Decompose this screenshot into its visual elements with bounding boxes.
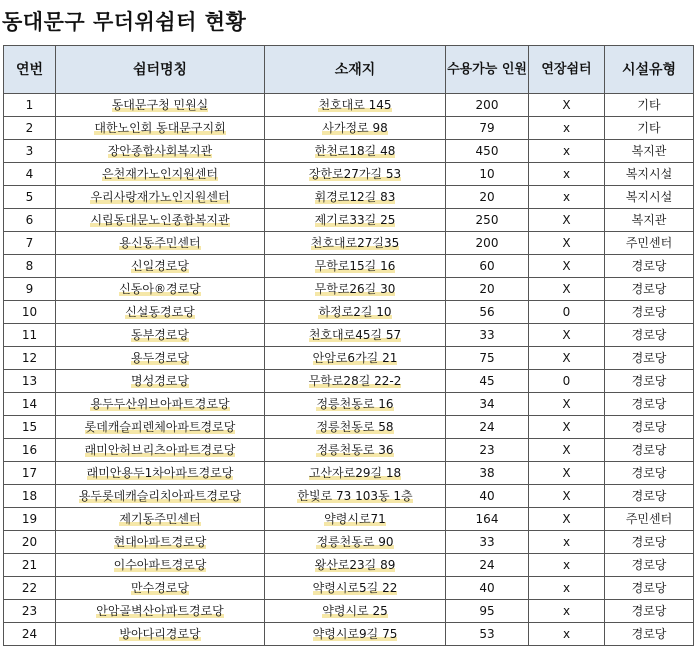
cell-extended: X (529, 94, 605, 117)
cell-extended: x (529, 531, 605, 554)
cell-extended: X (529, 416, 605, 439)
cell-type: 경로당 (605, 462, 694, 485)
cell-capacity: 200 (446, 232, 529, 255)
cell-name (56, 255, 265, 278)
cell-address-text: 정릉천동로 90 (316, 535, 394, 549)
cell-address-text: 하정로2길 10 (318, 305, 392, 319)
cell-name-text: 래미안허브리츠아파트경로당 (84, 443, 236, 457)
cell-extended: 0 (529, 370, 605, 393)
cell-extended: X (529, 508, 605, 531)
cell-name-text: 안암골벽산아파트경로당 (96, 604, 224, 618)
cell-name-text: 이수아파트경로당 (113, 558, 207, 572)
cell-address (265, 416, 446, 439)
cell-no: 6 (4, 209, 56, 232)
cell-extended: x (529, 577, 605, 600)
cell-address (265, 531, 446, 554)
header-address: 소재지 (265, 46, 446, 94)
cell-capacity: 45 (446, 370, 529, 393)
cell-address (265, 94, 446, 117)
cell-capacity: 56 (446, 301, 529, 324)
cell-type: 기타 (605, 94, 694, 117)
cell-address-text: 휘경로12길 83 (314, 190, 396, 204)
cell-capacity: 34 (446, 393, 529, 416)
cell-no: 14 (4, 393, 56, 416)
cell-name-text: 신일경로당 (131, 259, 189, 273)
cell-address (265, 623, 446, 646)
cell-type: 경로당 (605, 416, 694, 439)
header-name: 쉼터명칭 (56, 46, 265, 94)
cell-name (56, 117, 265, 140)
table-row (4, 186, 694, 209)
table-row (4, 393, 694, 416)
cell-extended: x (529, 117, 605, 140)
cell-capacity: 33 (446, 531, 529, 554)
cell-address (265, 117, 446, 140)
table-row (4, 531, 694, 554)
cell-address-text: 한빛로 73 103동 1층 (297, 489, 413, 503)
cell-type: 경로당 (605, 554, 694, 577)
cell-name-text: 현대아파트경로당 (113, 535, 207, 549)
table-row (4, 347, 694, 370)
cell-name (56, 186, 265, 209)
cell-type: 경로당 (605, 439, 694, 462)
table-row (4, 117, 694, 140)
cell-capacity: 164 (446, 508, 529, 531)
shelter-table (3, 45, 694, 646)
cell-name (56, 485, 265, 508)
cell-type: 경로당 (605, 485, 694, 508)
cell-type: 경로당 (605, 577, 694, 600)
cell-capacity: 23 (446, 439, 529, 462)
table-row (4, 600, 694, 623)
cell-type: 경로당 (605, 393, 694, 416)
cell-type: 복지관 (605, 140, 694, 163)
cell-extended: X (529, 255, 605, 278)
cell-address-text: 무학로28길 22-2 (308, 374, 402, 388)
cell-address (265, 370, 446, 393)
cell-name-text: 방아다리경로당 (119, 627, 201, 641)
cell-address-text: 약령시로5길 22 (312, 581, 398, 595)
cell-name-text: 시립동대문노인종합복지관 (90, 213, 230, 227)
cell-no: 11 (4, 324, 56, 347)
cell-name (56, 462, 265, 485)
cell-address (265, 554, 446, 577)
cell-address-text: 무학로26길 30 (314, 282, 396, 296)
cell-name (56, 416, 265, 439)
cell-capacity: 24 (446, 554, 529, 577)
cell-address-text: 안암로6가길 21 (312, 351, 398, 365)
cell-no: 12 (4, 347, 56, 370)
cell-no: 10 (4, 301, 56, 324)
cell-name (56, 531, 265, 554)
cell-no: 5 (4, 186, 56, 209)
table-row (4, 301, 694, 324)
cell-name (56, 347, 265, 370)
cell-name (56, 508, 265, 531)
cell-address (265, 301, 446, 324)
cell-no: 22 (4, 577, 56, 600)
cell-name (56, 554, 265, 577)
table-row (4, 163, 694, 186)
table-row (4, 255, 694, 278)
cell-name (56, 94, 265, 117)
cell-address (265, 278, 446, 301)
table-row (4, 416, 694, 439)
cell-address (265, 209, 446, 232)
table-row (4, 439, 694, 462)
cell-capacity: 40 (446, 485, 529, 508)
table-row (4, 577, 694, 600)
table-row (4, 485, 694, 508)
cell-name-text: 제기동주민센터 (119, 512, 201, 526)
cell-no: 7 (4, 232, 56, 255)
cell-name-text: 신설동경로당 (125, 305, 195, 319)
cell-capacity: 53 (446, 623, 529, 646)
cell-address (265, 255, 446, 278)
cell-type: 복지시설 (605, 186, 694, 209)
cell-name-text: 만수경로당 (131, 581, 189, 595)
cell-address-text: 약령시로 25 (322, 604, 388, 618)
cell-type: 경로당 (605, 278, 694, 301)
cell-address-text: 천호대로27길35 (310, 236, 400, 250)
cell-name-text: 신동아®경로당 (119, 282, 201, 296)
cell-address-text: 제기로33길 25 (314, 213, 396, 227)
cell-name (56, 232, 265, 255)
cell-name-text: 용두두산위브아파트경로당 (90, 397, 230, 411)
cell-name (56, 600, 265, 623)
cell-extended: X (529, 278, 605, 301)
cell-no: 15 (4, 416, 56, 439)
cell-type: 경로당 (605, 370, 694, 393)
cell-name-text: 래미안용두1차아파트경로당 (86, 466, 234, 480)
cell-address-text: 약령시로9길 75 (312, 627, 398, 641)
cell-name (56, 393, 265, 416)
cell-capacity: 10 (446, 163, 529, 186)
cell-address-text: 무학로15길 16 (314, 259, 396, 273)
cell-capacity: 24 (446, 416, 529, 439)
cell-address (265, 324, 446, 347)
cell-name-text: 용두롯데캐슬리치아파트경로당 (78, 489, 242, 503)
table-row (4, 462, 694, 485)
cell-extended: X (529, 485, 605, 508)
cell-name (56, 439, 265, 462)
header-extended: 연장쉼터 (529, 46, 605, 94)
cell-name (56, 623, 265, 646)
cell-extended: X (529, 439, 605, 462)
cell-no: 3 (4, 140, 56, 163)
table-row (4, 232, 694, 255)
header-no: 연번 (4, 46, 56, 94)
cell-no: 24 (4, 623, 56, 646)
cell-extended: x (529, 623, 605, 646)
cell-capacity: 60 (446, 255, 529, 278)
cell-no: 16 (4, 439, 56, 462)
cell-name (56, 577, 265, 600)
table-header-row (4, 46, 694, 94)
cell-capacity: 75 (446, 347, 529, 370)
cell-extended: X (529, 347, 605, 370)
cell-name-text: 대한노인회 동대문구지회 (94, 121, 226, 135)
cell-no: 21 (4, 554, 56, 577)
cell-capacity: 450 (446, 140, 529, 163)
table-row (4, 370, 694, 393)
cell-name (56, 140, 265, 163)
cell-capacity: 250 (446, 209, 529, 232)
cell-no: 13 (4, 370, 56, 393)
cell-capacity: 20 (446, 186, 529, 209)
cell-address (265, 462, 446, 485)
cell-no: 23 (4, 600, 56, 623)
cell-capacity: 40 (446, 577, 529, 600)
page-title: 동대문구 무더위쉼터 현황 (2, 10, 247, 34)
cell-capacity: 95 (446, 600, 529, 623)
table-row (4, 623, 694, 646)
cell-address-text: 정릉천동로 58 (316, 420, 394, 434)
cell-name (56, 163, 265, 186)
cell-extended: X (529, 393, 605, 416)
cell-name-text: 용두경로당 (131, 351, 189, 365)
cell-no: 17 (4, 462, 56, 485)
cell-type: 경로당 (605, 600, 694, 623)
cell-address-text: 정릉천동로 36 (316, 443, 394, 457)
cell-address-text: 장한로27가길 53 (308, 167, 402, 181)
table-row (4, 508, 694, 531)
table-row (4, 554, 694, 577)
cell-name-text: 용신동주민센터 (119, 236, 201, 250)
cell-address-text: 약령시로71 (324, 512, 386, 526)
table-row (4, 278, 694, 301)
cell-address-text: 고산자로29길 18 (308, 466, 402, 480)
cell-name (56, 278, 265, 301)
header-type: 시설유형 (605, 46, 694, 94)
cell-address (265, 140, 446, 163)
cell-extended: X (529, 209, 605, 232)
cell-type: 복지시설 (605, 163, 694, 186)
table-row (4, 140, 694, 163)
cell-name (56, 324, 265, 347)
cell-no: 19 (4, 508, 56, 531)
cell-address (265, 186, 446, 209)
cell-capacity: 33 (446, 324, 529, 347)
cell-address-text: 천호대로 145 (318, 98, 392, 112)
cell-extended: x (529, 600, 605, 623)
cell-type: 경로당 (605, 324, 694, 347)
cell-name (56, 209, 265, 232)
cell-address (265, 577, 446, 600)
table-row (4, 209, 694, 232)
cell-extended: 0 (529, 301, 605, 324)
cell-name (56, 301, 265, 324)
cell-type: 기타 (605, 117, 694, 140)
cell-no: 18 (4, 485, 56, 508)
cell-name-text: 은천재가노인지원센터 (102, 167, 218, 181)
cell-extended: X (529, 324, 605, 347)
cell-no: 1 (4, 94, 56, 117)
cell-address-text: 사가정로 98 (322, 121, 388, 135)
cell-address (265, 485, 446, 508)
table-row (4, 94, 694, 117)
cell-address (265, 393, 446, 416)
cell-capacity: 79 (446, 117, 529, 140)
cell-no: 9 (4, 278, 56, 301)
cell-extended: x (529, 554, 605, 577)
cell-name-text: 명성경로당 (131, 374, 189, 388)
header-capacity: 수용가능 인원 (446, 46, 529, 94)
table-row (4, 324, 694, 347)
cell-address (265, 439, 446, 462)
cell-no: 8 (4, 255, 56, 278)
cell-extended: X (529, 462, 605, 485)
cell-address-text: 천호대로45길 57 (308, 328, 402, 342)
cell-type: 경로당 (605, 623, 694, 646)
cell-type: 경로당 (605, 301, 694, 324)
cell-type: 경로당 (605, 531, 694, 554)
cell-type: 경로당 (605, 255, 694, 278)
cell-extended: x (529, 140, 605, 163)
cell-address (265, 347, 446, 370)
cell-no: 20 (4, 531, 56, 554)
cell-no: 4 (4, 163, 56, 186)
cell-type: 주민센터 (605, 508, 694, 531)
cell-address (265, 508, 446, 531)
cell-type: 주민센터 (605, 232, 694, 255)
cell-address-text: 한천로18길 48 (314, 144, 396, 158)
cell-extended: X (529, 232, 605, 255)
cell-name-text: 장안종합사회복지관 (107, 144, 213, 158)
cell-capacity: 200 (446, 94, 529, 117)
cell-name-text: 우리사랑재가노인지원센터 (90, 190, 230, 204)
cell-name (56, 370, 265, 393)
cell-address (265, 600, 446, 623)
cell-no: 2 (4, 117, 56, 140)
cell-name-text: 동대문구청 민원실 (111, 98, 209, 112)
cell-address (265, 232, 446, 255)
cell-name-text: 동부경로당 (131, 328, 189, 342)
cell-capacity: 38 (446, 462, 529, 485)
cell-address (265, 163, 446, 186)
cell-extended: x (529, 163, 605, 186)
cell-name-text: 롯데캐슬피렌체아파트경로당 (84, 420, 236, 434)
cell-type: 경로당 (605, 347, 694, 370)
cell-type: 복지관 (605, 209, 694, 232)
cell-extended: x (529, 186, 605, 209)
cell-address-text: 왕산로23길 89 (314, 558, 396, 572)
cell-address-text: 정릉천동로 16 (316, 397, 394, 411)
cell-capacity: 20 (446, 278, 529, 301)
